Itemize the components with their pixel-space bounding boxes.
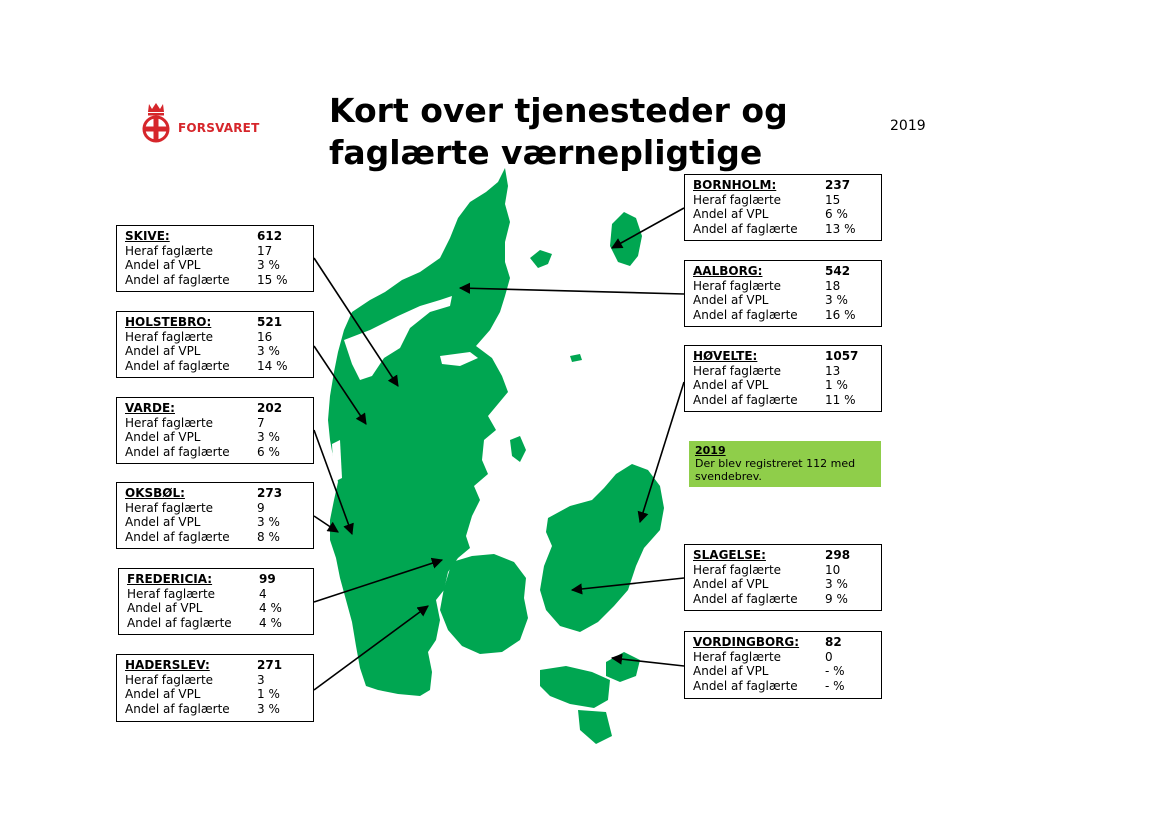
info-box-holstebro <box>116 311 314 378</box>
value-andel-vpl: - % <box>825 664 845 679</box>
year-label: 2019 <box>890 118 926 134</box>
info-box-bornholm <box>684 174 882 241</box>
value-andel-vpl: 4 % <box>259 601 282 616</box>
value-andel-faglaerte: 15 % <box>257 273 288 288</box>
note-heading: 2019 <box>695 444 726 457</box>
title-line-2: faglærte værnepligtige <box>329 133 763 172</box>
row-label-andel-faglaerte: Andel af faglærte <box>125 530 230 545</box>
location-total: 542 <box>825 264 851 278</box>
location-name: HØVELTE: <box>693 349 758 363</box>
south-islands <box>578 710 612 744</box>
value-andel-faglaerte: 14 % <box>257 359 288 374</box>
location-total: 82 <box>825 635 842 649</box>
value-andel-faglaerte: 8 % <box>257 530 280 545</box>
samso-island <box>510 436 526 462</box>
value-andel-vpl: 3 % <box>257 515 280 530</box>
row-label-andel-faglaerte: Andel af faglærte <box>693 308 798 323</box>
row-label-heraf: Heraf faglærte <box>693 562 782 577</box>
row-label-andel-vpl: Andel af VPL <box>125 515 201 530</box>
value-andel-vpl: 1 % <box>825 378 848 393</box>
row-label-andel-vpl: Andel af VPL <box>693 207 769 222</box>
value-heraf: 4 <box>259 586 267 601</box>
bornholm-landmass <box>610 212 642 266</box>
row-label-heraf: Heraf faglærte <box>125 243 214 258</box>
location-total: 237 <box>825 178 851 192</box>
info-box-varde <box>116 397 314 464</box>
row-label-andel-vpl: Andel af VPL <box>693 577 769 592</box>
mon-landmass <box>606 652 640 682</box>
info-box-aalborg <box>684 260 882 327</box>
value-heraf: 0 <box>825 649 833 664</box>
value-andel-faglaerte: - % <box>825 679 845 694</box>
row-label-andel-faglaerte: Andel af faglærte <box>127 616 232 631</box>
location-total: 521 <box>257 315 283 329</box>
value-heraf: 17 <box>257 243 273 258</box>
info-box-skive <box>116 225 314 292</box>
row-label-heraf: Heraf faglærte <box>693 278 782 293</box>
value-andel-vpl: 6 % <box>825 207 848 222</box>
info-box-haderslev <box>116 654 314 722</box>
row-label-andel-vpl: Andel af VPL <box>693 293 769 308</box>
value-heraf: 18 <box>825 278 841 293</box>
value-heraf: 13 <box>825 363 841 378</box>
row-label-andel-faglaerte: Andel af faglærte <box>693 679 798 694</box>
value-andel-faglaerte: 6 % <box>257 445 280 460</box>
info-box-fredericia <box>118 568 314 635</box>
lolland-falster-landmass <box>540 666 610 708</box>
anholt-island <box>570 354 582 362</box>
location-name: AALBORG: <box>693 264 763 278</box>
location-total: 202 <box>257 401 283 415</box>
value-andel-faglaerte: 13 % <box>825 222 856 237</box>
row-label-andel-faglaerte: Andel af faglærte <box>693 222 798 237</box>
row-label-andel-vpl: Andel af VPL <box>125 344 201 359</box>
row-label-heraf: Heraf faglærte <box>125 415 214 430</box>
location-name: OKSBØL: <box>125 486 185 500</box>
title-line-1: Kort over tjenesteder og <box>329 91 788 130</box>
row-label-andel-vpl: Andel af VPL <box>125 258 201 273</box>
value-andel-vpl: 3 % <box>825 293 848 308</box>
location-name: VORDINGBORG: <box>693 635 800 649</box>
value-heraf: 7 <box>257 415 265 430</box>
location-total: 99 <box>259 572 276 586</box>
value-heraf: 3 <box>257 672 265 687</box>
value-andel-vpl: 3 % <box>257 430 280 445</box>
row-label-heraf: Heraf faglærte <box>125 500 214 515</box>
location-total: 273 <box>257 486 283 500</box>
location-name: FREDERICIA: <box>127 572 213 586</box>
location-total: 612 <box>257 229 283 243</box>
value-andel-vpl: 1 % <box>257 687 280 702</box>
location-name: HADERSLEV: <box>125 658 210 672</box>
location-name: SKIVE: <box>125 229 170 243</box>
svendebrev-note <box>689 441 881 487</box>
laeso-island <box>530 250 552 268</box>
row-label-andel-faglaerte: Andel af faglærte <box>693 393 798 408</box>
row-label-andel-vpl: Andel af VPL <box>693 378 769 393</box>
row-label-andel-faglaerte: Andel af faglærte <box>125 445 230 460</box>
location-name: VARDE: <box>125 401 175 415</box>
row-label-heraf: Heraf faglærte <box>693 192 782 207</box>
value-andel-vpl: 3 % <box>257 344 280 359</box>
location-name: SLAGELSE: <box>693 548 766 562</box>
info-box-oksbol <box>116 482 314 549</box>
value-andel-faglaerte: 3 % <box>257 702 280 717</box>
info-box-slagelse <box>684 544 882 611</box>
row-label-heraf: Heraf faglærte <box>125 329 214 344</box>
funen-landmass <box>440 554 528 654</box>
row-label-heraf: Heraf faglærte <box>127 586 216 601</box>
value-andel-vpl: 3 % <box>257 258 280 273</box>
value-andel-faglaerte: 9 % <box>825 592 848 607</box>
value-andel-faglaerte: 11 % <box>825 393 856 408</box>
value-andel-vpl: 3 % <box>825 577 848 592</box>
value-heraf: 15 <box>825 192 841 207</box>
location-name: BORNHOLM: <box>693 178 777 192</box>
location-total: 1057 <box>825 349 859 363</box>
row-label-andel-vpl: Andel af VPL <box>693 664 769 679</box>
note-text: Der blev registreret 112 med svendebrev. <box>695 457 856 483</box>
info-box-hovelte <box>684 345 882 412</box>
row-label-andel-faglaerte: Andel af faglærte <box>125 359 230 374</box>
location-name: HOLSTEBRO: <box>125 315 212 329</box>
value-andel-faglaerte: 16 % <box>825 308 856 323</box>
row-label-andel-faglaerte: Andel af faglærte <box>693 592 798 607</box>
location-total: 298 <box>825 548 851 562</box>
row-label-andel-vpl: Andel af VPL <box>127 601 203 616</box>
row-label-andel-faglaerte: Andel af faglærte <box>125 273 230 288</box>
row-label-andel-vpl: Andel af VPL <box>125 687 201 702</box>
row-label-andel-vpl: Andel af VPL <box>125 430 201 445</box>
logo-text: FORSVARET <box>178 121 260 135</box>
row-label-heraf: Heraf faglærte <box>693 649 782 664</box>
value-andel-faglaerte: 4 % <box>259 616 282 631</box>
zealand-landmass <box>540 464 664 632</box>
value-heraf: 10 <box>825 562 841 577</box>
info-box-vordingborg <box>684 631 882 699</box>
row-label-heraf: Heraf faglærte <box>693 363 782 378</box>
value-heraf: 9 <box>257 500 265 515</box>
value-heraf: 16 <box>257 329 273 344</box>
row-label-heraf: Heraf faglærte <box>125 672 214 687</box>
row-label-andel-faglaerte: Andel af faglærte <box>125 702 230 717</box>
location-total: 271 <box>257 658 283 672</box>
